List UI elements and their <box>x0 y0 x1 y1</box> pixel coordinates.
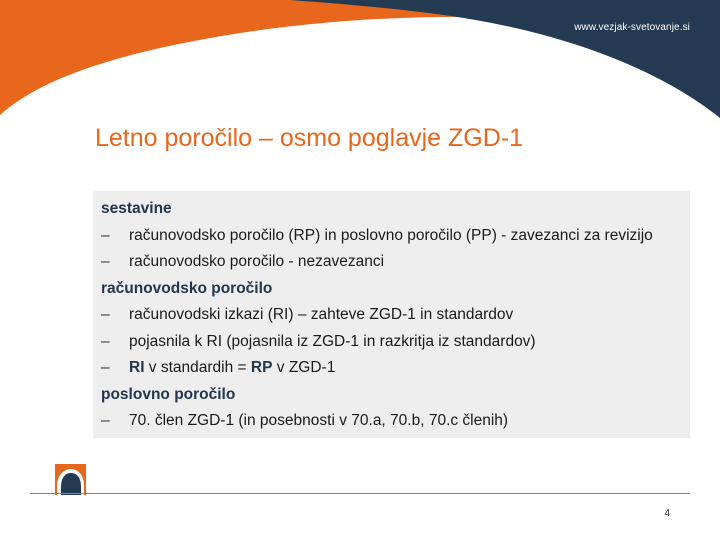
section-heading-sestavine: sestavine <box>101 200 172 217</box>
section-heading-racunovodsko-porocilo: računovodsko poročilo <box>101 279 273 297</box>
slide-title: Letno poročilo – osmo poglavje ZGD-1 <box>95 124 524 152</box>
content-box <box>93 191 690 438</box>
page-number: 4 <box>664 508 670 519</box>
bullet-dash: – <box>101 306 110 323</box>
list-item-text: računovodsko poročilo (RP) in poslovno poročilo (PP) - zavezanci za revizijo <box>129 226 653 244</box>
bullet-dash: – <box>101 253 110 270</box>
bullet-dash: – <box>101 332 110 350</box>
header-decoration <box>0 0 720 120</box>
text-fragment: v ZGD-1 <box>272 359 336 376</box>
list-item <box>101 225 682 252</box>
list-item <box>101 304 682 331</box>
list-item-text <box>129 357 335 379</box>
list-item-text: računovodski izkazi (RI) – zahteve ZGD-1 in standardov <box>129 306 514 323</box>
bullet-dash: – <box>101 359 110 376</box>
list-item <box>101 357 682 384</box>
list-item-text: 70. člen ZGD-1 (in posebnosti v 70.a, 70.b, 70.c členih) <box>129 412 509 429</box>
bold-term-rp: RP <box>250 359 273 376</box>
bold-term-ri: RI <box>129 359 145 376</box>
bullet-dash: – <box>101 226 110 244</box>
list-item <box>101 331 682 358</box>
list-item-text: računovodsko poročilo - nezavezanci <box>129 253 385 270</box>
bullet-dash: – <box>101 412 110 429</box>
list-item-text: pojasnila k RI (pojasnila iz ZGD-1 in razkritja iz standardov) <box>129 332 536 350</box>
company-logo-icon <box>55 464 86 495</box>
website-url[interactable]: www.vezjak-svetovanje.si <box>574 22 690 33</box>
list-item <box>101 410 682 437</box>
footer-divider <box>30 493 690 494</box>
text-fragment: v standardih = <box>144 359 251 376</box>
list-item <box>101 251 682 278</box>
section-heading-poslovno-porocilo: poslovno poročilo <box>101 385 236 403</box>
